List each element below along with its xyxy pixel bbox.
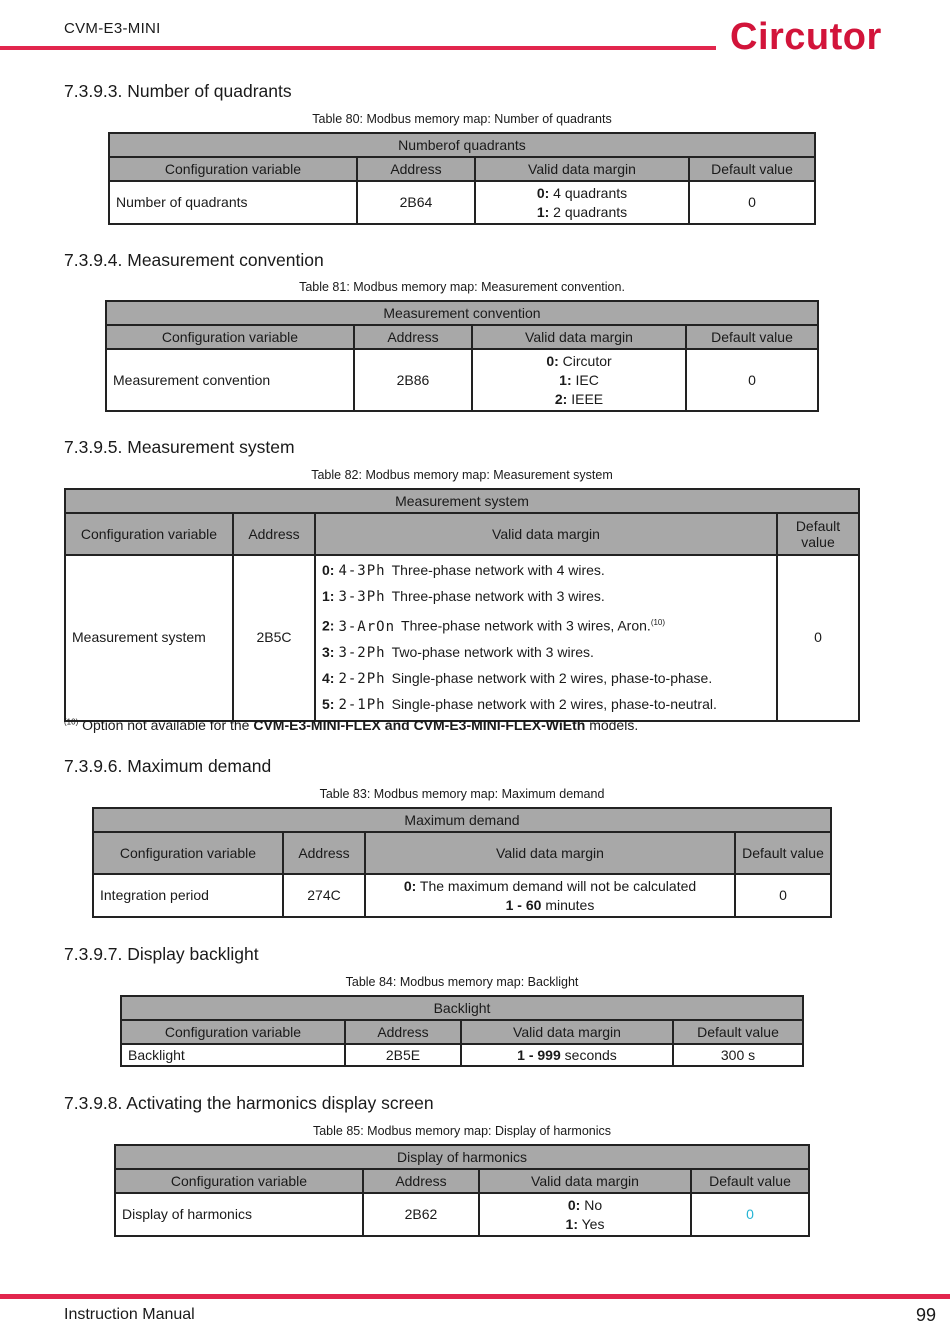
harmonics-table [114,1144,810,1237]
col-header: Address [345,1020,461,1044]
section-heading: 7.3.9.7. Display backlight [64,944,259,964]
cell-variable: Measurement system [65,555,233,721]
cell-address: 2B5E [345,1044,461,1066]
cell-default: 0 [691,1193,809,1236]
cell-variable: Integration period [93,874,283,917]
col-header: Valid data margin [475,157,689,181]
col-header: Default value [777,513,859,555]
col-header: Valid data margin [365,832,735,874]
document-title: CVM-E3-MINI [64,20,161,37]
col-header: Valid data margin [461,1020,673,1044]
table-caption: Table 81: Modbus memory map: Measurement convention. [299,280,625,294]
col-header: Default value [689,157,815,181]
lcd-code: 3-ArOn [338,618,396,635]
max-demand-table [92,807,832,918]
cell-margin: 0: No 1: Yes [479,1193,691,1236]
page-number: 99 [915,1305,936,1325]
option-line: 0: 4-3Ph Three-phase network with 4 wires. [322,562,605,579]
cell-address: 2B5C [233,555,315,721]
lcd-code: 3-3Ph [338,589,386,605]
table-title: Measurement system [65,489,859,513]
option-line: 1: 3-3Ph Three-phase network with 3 wires. [322,588,605,605]
table-title: Backlight [121,996,803,1020]
section-heading: 7.3.9.6. Maximum demand [64,756,272,776]
header-rule [0,46,716,50]
col-header: Address [357,157,475,181]
col-header: Configuration variable [121,1020,345,1044]
option-line: 3: 3-2Ph Two-phase network with 3 wires. [322,643,594,661]
table-row [121,1044,803,1066]
section-heading: 7.3.9.3. Number of quadrants [64,81,292,101]
col-header: Valid data margin [479,1169,691,1193]
table-caption: Table 82: Modbus memory map: Measurement system [311,468,613,482]
cell-variable: Display of harmonics [115,1193,363,1236]
col-header: Address [354,325,472,349]
section-heading: 7.3.9.4. Measurement convention [64,250,324,270]
table-title: Numberof quadrants [109,133,815,157]
col-header: Address [363,1169,479,1193]
cell-default: 0 [689,181,815,224]
col-header: Valid data margin [472,325,686,349]
col-header: Default value [735,832,831,874]
col-header: Configuration variable [109,157,357,181]
col-header: Valid data margin [315,513,777,555]
cell-margin: 1 - 999 seconds [461,1044,673,1066]
col-header: Configuration variable [115,1169,363,1193]
backlight-table [120,995,804,1067]
cell-variable: Measurement convention [106,349,354,411]
cell-margin [315,555,777,721]
cell-address: 2B86 [354,349,472,411]
cell-default: 0 [777,555,859,721]
option-line: 5: 2-1Ph Single-phase network with 2 wires, phase-to-neutral. [322,695,717,713]
col-header: Address [233,513,315,555]
cell-default: 0 [686,349,818,411]
cell-default: 0 [735,874,831,917]
col-header: Configuration variable [65,513,233,555]
circutor-logo: Circutor [730,16,882,58]
col-header: Address [283,832,365,874]
cell-variable: Backlight [121,1044,345,1066]
option-line: 2: 3-ArOn Three-phase network with 3 wires, Aron.$^{(10)}$ [322,617,666,635]
col-header: Configuration variable [93,832,283,874]
footer-label: Instruction Manual [64,1306,195,1323]
table-caption: Table 83: Modbus memory map: Maximum demand [319,787,605,801]
section-heading: 7.3.9.5. Measurement system [64,437,295,457]
cell-variable: Number of quadrants [109,181,357,224]
cell-address: 274C [283,874,365,917]
table-row [93,874,831,917]
lcd-code: 3-2Ph [338,644,386,661]
table-caption: Table 85: Modbus memory map: Display of harmonics [312,1124,612,1138]
col-header: Default value [691,1169,809,1193]
cell-default: 300 s [673,1044,803,1066]
section-heading: 7.3.9.8. Activating the harmonics display screen [64,1093,434,1113]
table-title: Display of harmonics [115,1145,809,1169]
convention-table [105,300,819,412]
cell-margin: 0: Circutor 1: IEC 2: IEEE [472,349,686,411]
table-title: Measurement convention [106,301,818,325]
table-caption: Table 84: Modbus memory map: Backlight [345,975,579,989]
col-header: Default value [673,1020,803,1044]
lcd-code: 2-1Ph [338,696,386,713]
table-row [109,181,815,224]
cell-address: 2B62 [363,1193,479,1236]
footnote: $^{(10)}$ Option not available for the CVM-E3-MINI-FLEX and CVM-E3-MINI-FLEX-WiEth models. [64,717,639,733]
footer-rule [0,1294,950,1299]
table-row [115,1193,809,1236]
option-line: 4: 2-2Ph Single-phase network with 2 wires, phase-to-phase. [322,669,713,687]
table-title: Maximum demand [93,808,831,832]
cell-address: 2B64 [357,181,475,224]
table-caption: Table 80: Modbus memory map: Number of quadrants [312,112,612,126]
table-row [65,555,859,721]
col-header: Configuration variable [106,325,354,349]
cell-margin: 0: The maximum demand will not be calculated 1 - 60 minutes [365,874,735,917]
quadrants-table [108,132,816,225]
cell-margin: 0: 4 quadrants 1: 2 quadrants [475,181,689,224]
lcd-code: 2-2Ph [338,670,386,687]
col-header: Default value [686,325,818,349]
measurement-system-table [64,488,860,722]
table-row [106,349,818,411]
lcd-code: 4-3Ph [338,563,386,579]
